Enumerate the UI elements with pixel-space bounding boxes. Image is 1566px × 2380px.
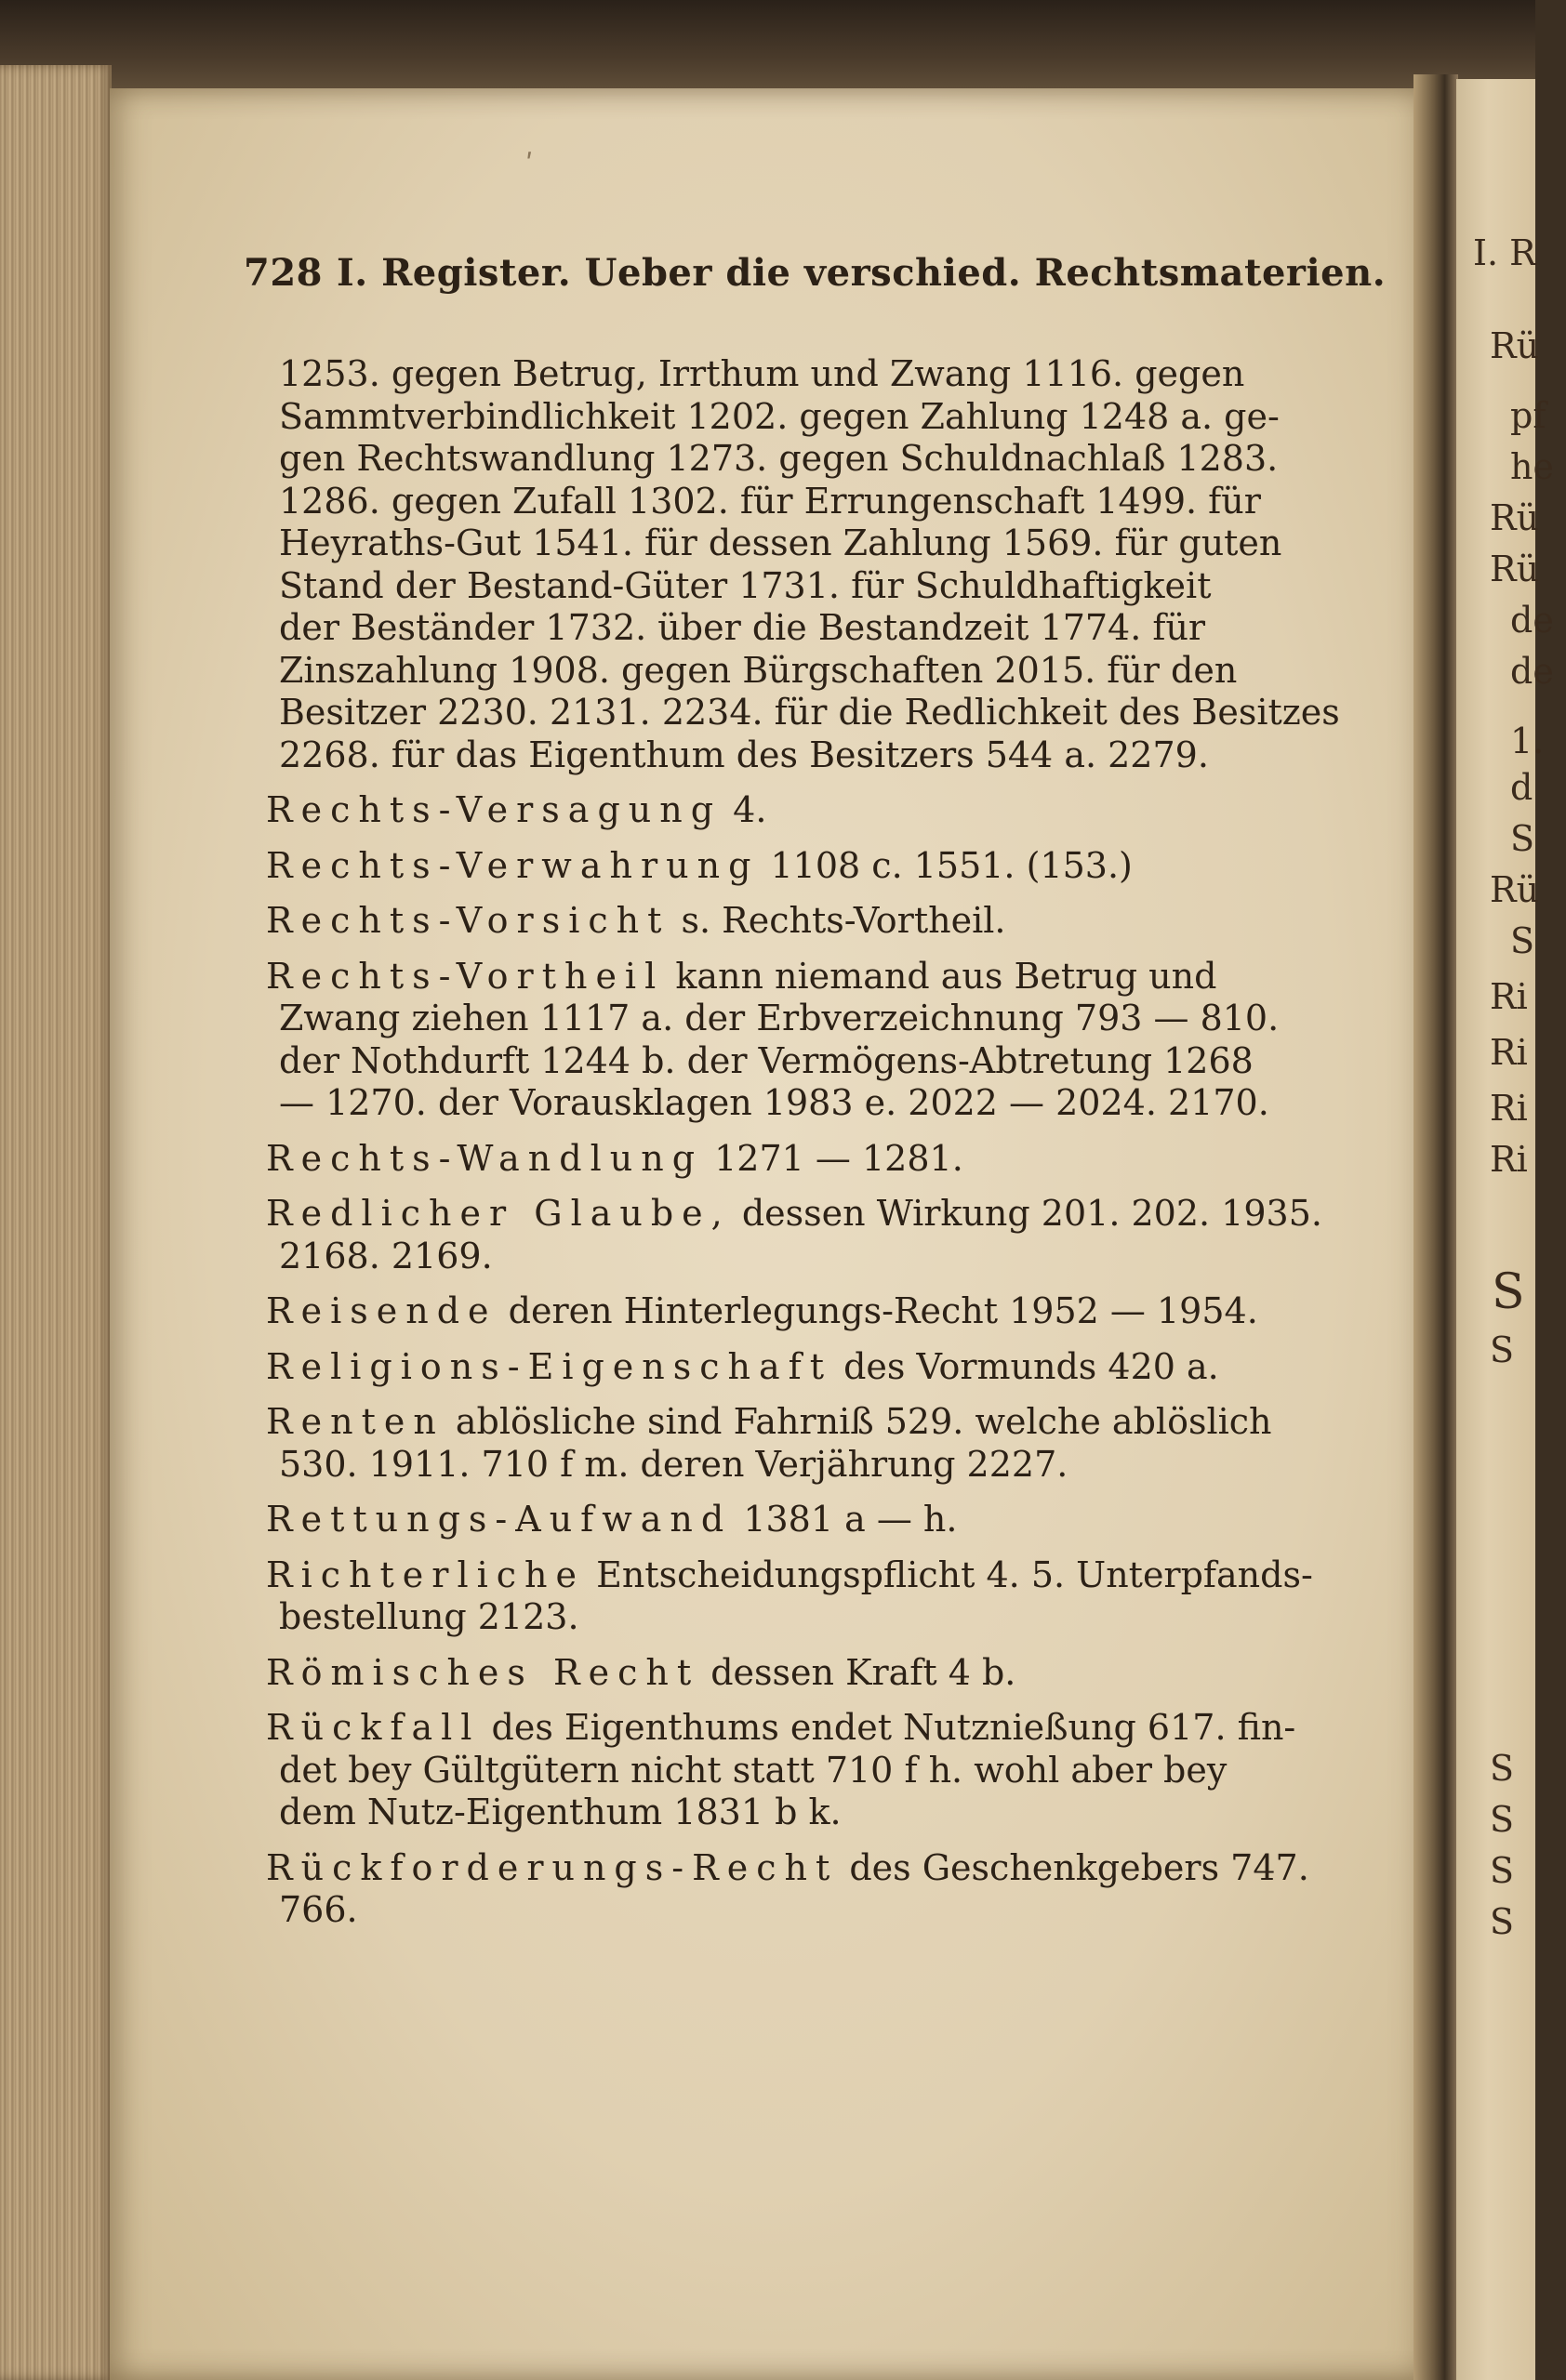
text-line: Stand der Bestand-Güter 1731. für Schuldhaftigkeit bbox=[279, 564, 1212, 606]
adjacent-fragment: S bbox=[1510, 818, 1535, 859]
adjacent-fragment: pf bbox=[1510, 395, 1546, 436]
text-line: Heyraths-Gut 1541. für dessen Zahlung 1569. für guten bbox=[279, 522, 1282, 563]
text-line: 1253. gegen Betrug, Irrthum und Zwang 1116. gegen bbox=[279, 353, 1245, 394]
index-entry bbox=[266, 1401, 1348, 1486]
text-line: dem Nutz-Eigenthum 1831 b k. bbox=[279, 1792, 842, 1832]
text-line: Sammtverbindlichkeit 1202. gegen Zahlung 1248 a. ge- bbox=[279, 395, 1280, 437]
entry-lemma: Reisende bbox=[266, 1290, 498, 1331]
entry-lemma: Römisches Recht bbox=[266, 1651, 700, 1693]
entry-lemma: Rechts-Vortheil bbox=[266, 955, 665, 997]
index-entry bbox=[266, 900, 1348, 943]
index-entry bbox=[266, 1554, 1348, 1639]
entry-text: des Eigenthums endet Nutznießung 617. fin- bbox=[491, 1707, 1296, 1748]
text-line: Zinszahlung 1908. gegen Bürgschaften 2015. für den bbox=[279, 649, 1238, 691]
entry-text: ablösliche sind Fahrniß 529. welche ablöslich bbox=[455, 1401, 1272, 1442]
adjacent-fragment: S bbox=[1490, 1748, 1515, 1789]
index-entry bbox=[266, 955, 1348, 1125]
adjacent-fragment: Ri bbox=[1490, 1032, 1528, 1073]
entry-lemma: Rückforderungs-Recht bbox=[266, 1846, 839, 1888]
adjacent-fragment: Ri bbox=[1490, 1139, 1528, 1180]
book-gutter bbox=[1413, 74, 1458, 2380]
adjacent-fragment: S bbox=[1510, 920, 1535, 961]
entry-text: des Vormunds 420 a. bbox=[843, 1345, 1219, 1387]
entry-text: deren Hinterlegungs-Recht 1952 — 1954. bbox=[508, 1290, 1258, 1331]
text-line: 1286. gegen Zufall 1302. für Errungenschaft 1499. für bbox=[279, 480, 1261, 522]
index-entry bbox=[266, 844, 1348, 888]
text-line: Zwang ziehen 1117 a. der Erbverzeichnung 793 — 810. bbox=[279, 998, 1280, 1038]
entry-text: des Geschenkgebers 747. bbox=[849, 1846, 1309, 1888]
adjacent-fragment: Rü bbox=[1490, 869, 1540, 910]
entry-text: dessen Kraft 4 b. bbox=[710, 1651, 1016, 1693]
entry-text: s. Rechts-Vortheil. bbox=[681, 900, 1006, 941]
text-line: der Beständer 1732. über die Bestandzeit 1774. für bbox=[279, 607, 1206, 648]
text-line: bestellung 2123. bbox=[279, 1596, 579, 1637]
text-line: 766. bbox=[279, 1889, 358, 1930]
adjacent-fragment: Ri bbox=[1490, 976, 1528, 1017]
entry-lemma: Richterliche bbox=[266, 1554, 585, 1595]
entry-text: 4. bbox=[733, 789, 767, 830]
adjacent-fragment: Rü bbox=[1490, 325, 1540, 366]
entry-lemma: Religions-Eigenschaft bbox=[266, 1345, 833, 1387]
adjacent-fragment: S bbox=[1490, 1850, 1515, 1891]
adjacent-fragment: d bbox=[1510, 767, 1533, 808]
text-line: 530. 1911. 710 f m. deren Verjährung 2227. bbox=[279, 1443, 1068, 1485]
adjacent-fragment: Ri bbox=[1490, 1088, 1528, 1129]
text-line: 2168. 2169. bbox=[279, 1235, 493, 1276]
entry-text: dessen Wirkung 201. 202. 1935. bbox=[741, 1193, 1322, 1234]
adjacent-fragment: de bbox=[1510, 651, 1554, 692]
adjacent-fragment: S bbox=[1490, 1799, 1515, 1840]
index-entry bbox=[266, 1499, 1348, 1541]
entry-text: 1381 a — h. bbox=[743, 1499, 958, 1540]
adjacent-page bbox=[1456, 79, 1554, 2380]
entry-lemma: Rechts-Vorsicht bbox=[266, 900, 670, 941]
index-entry bbox=[266, 1193, 1348, 1277]
header-title: I. Register. Ueber die verschied. Rechtsmaterien. bbox=[337, 251, 1387, 295]
adjacent-fragment: I. R bbox=[1473, 232, 1536, 273]
text-line: Besitzer 2230. 2131. 2234. für die Redlichkeit des Besitzes bbox=[279, 692, 1340, 733]
adjacent-fragment: de bbox=[1510, 600, 1554, 641]
index-entry bbox=[266, 1846, 1348, 1932]
stray-mark: ʹ bbox=[525, 149, 534, 181]
adjacent-fragment: Rü bbox=[1490, 497, 1540, 538]
book-page-edges bbox=[0, 65, 112, 2380]
text-line: der Nothdurft 1244 b. der Vermögens-Abtretung 1268 bbox=[279, 1039, 1254, 1081]
index-entry bbox=[266, 1651, 1348, 1695]
entry-text: kann niemand aus Betrug und bbox=[675, 955, 1217, 997]
text-line: det bey Gültgütern nicht statt 710 f h. wohl aber bey bbox=[279, 1749, 1228, 1791]
adjacent-fragment: S bbox=[1492, 1264, 1525, 1320]
continuation-block bbox=[279, 353, 1348, 776]
entry-lemma: Rückfall bbox=[266, 1707, 481, 1748]
adjacent-fragment: he bbox=[1510, 446, 1554, 487]
text-line: — 1270. der Vorausklagen 1983 e. 2022 — 2024. 2170. bbox=[279, 1082, 1269, 1123]
index-text bbox=[266, 353, 1348, 1932]
entry-lemma: Rechts-Verwahrung bbox=[266, 844, 760, 886]
entry-lemma: Rechts-Wandlung bbox=[266, 1137, 704, 1179]
adjacent-fragment: S bbox=[1490, 1329, 1515, 1370]
entry-text: 1271 — 1281. bbox=[714, 1137, 963, 1179]
entry-lemma: Redlicher Glaube, bbox=[266, 1193, 731, 1234]
entry-text: Entscheidungspflicht 4. 5. Unterpfands- bbox=[596, 1554, 1313, 1595]
index-entry bbox=[266, 1345, 1348, 1389]
adjacent-fragment: S bbox=[1490, 1901, 1515, 1942]
entry-lemma: Renten bbox=[266, 1401, 445, 1442]
entry-lemma: Rettungs-Aufwand bbox=[266, 1499, 733, 1540]
entry-text: 1108 c. 1551. (153.) bbox=[770, 844, 1133, 886]
index-entry bbox=[266, 1707, 1348, 1834]
text-line: gen Rechtswandlung 1273. gegen Schuldnachlaß 1283. bbox=[279, 438, 1279, 479]
adjacent-fragment: 1. bbox=[1510, 721, 1545, 761]
index-entry bbox=[266, 1137, 1348, 1181]
text-line: 2268. für das Eigenthum des Besitzers 544 a. 2279. bbox=[279, 734, 1209, 775]
entry-lemma: Rechts-Versagung bbox=[266, 789, 723, 830]
page-number: 728 bbox=[244, 251, 323, 295]
adjacent-fragment: Rü bbox=[1490, 549, 1540, 589]
index-entry bbox=[266, 1290, 1348, 1333]
index-entry bbox=[266, 789, 1348, 832]
running-header bbox=[244, 251, 1387, 316]
